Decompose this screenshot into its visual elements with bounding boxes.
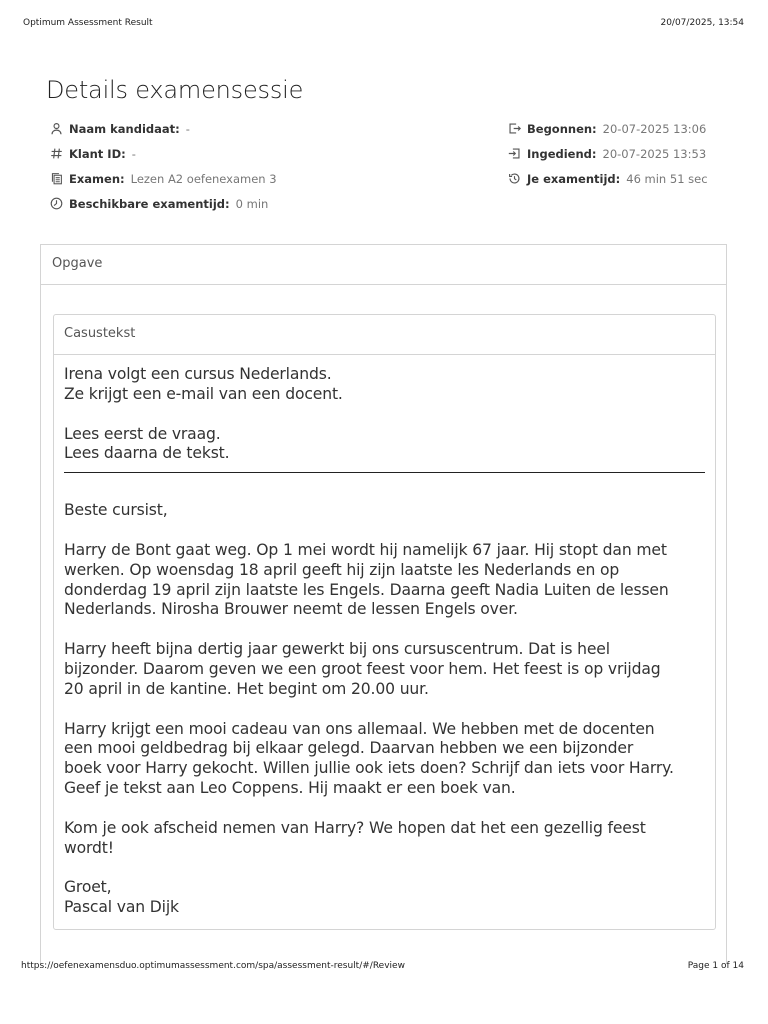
email-paragraph-line: Geef je tekst aan Leo Coppens. Hij maakt er een boek van. bbox=[64, 778, 516, 797]
meta-value: Lezen A2 oefenexamen 3 bbox=[130, 171, 277, 186]
meta-value: 46 min 51 sec bbox=[626, 171, 708, 186]
meta-candidate-name bbox=[49, 116, 277, 141]
print-footer-url: https://oefenexamensduo.optimumassessment.com/spa/assessment-result/#/Review bbox=[21, 961, 405, 971]
meta-label: Klant ID: bbox=[69, 146, 126, 161]
meta-label: Begonnen: bbox=[527, 121, 597, 136]
email-paragraph-line: wordt! bbox=[64, 838, 114, 857]
case-text-body bbox=[54, 355, 715, 918]
meta-label: Ingediend: bbox=[527, 146, 597, 161]
intro-line: Ze krijgt een e-mail van een docent. bbox=[64, 384, 343, 403]
print-header bbox=[23, 18, 744, 32]
meta-available-time bbox=[49, 191, 277, 216]
meta-started bbox=[507, 116, 708, 141]
intro-line: Irena volgt een cursus Nederlands. bbox=[64, 365, 332, 383]
email-paragraph-line: Harry krijgt een mooi cadeau van ons allemaal. We hebben met de docenten bbox=[64, 719, 655, 738]
email-paragraph-line: 20 april in de kantine. Het begint om 20.00 uur. bbox=[64, 679, 429, 698]
print-footer-page-number: Page 1 of 14 bbox=[687, 961, 744, 971]
user-icon bbox=[49, 122, 63, 136]
email-paragraph-line: Nederlands. Nirosha Brouwer neemt de lessen Engels over. bbox=[64, 600, 518, 619]
meta-label: Beschikbare examentijd: bbox=[69, 196, 230, 211]
print-header-datetime: 20/07/2025, 13:54 bbox=[660, 18, 744, 28]
meta-value: - bbox=[185, 121, 190, 136]
email-paragraph-line: werken. Op woensdag 18 april geeft hij zijn laatste les Nederlands en op bbox=[64, 560, 620, 579]
page-title: Details examensessie bbox=[46, 76, 304, 104]
history-icon bbox=[507, 172, 521, 186]
clock-icon bbox=[49, 197, 63, 211]
meta-submitted bbox=[507, 141, 708, 166]
hash-icon bbox=[49, 147, 63, 161]
copy-icon bbox=[49, 172, 63, 186]
intro-line: Lees daarna de tekst. bbox=[64, 444, 230, 463]
assignment-card-title: Opgave bbox=[41, 245, 726, 285]
meta-value: 0 min bbox=[235, 196, 269, 211]
case-text-card-title: Casustekst bbox=[54, 315, 715, 355]
meta-value: - bbox=[131, 146, 136, 161]
session-meta-left bbox=[49, 116, 277, 216]
meta-label: Je examentijd: bbox=[527, 171, 621, 186]
meta-value: 20-07-2025 13:06 bbox=[602, 121, 707, 136]
meta-value: 20-07-2025 13:53 bbox=[602, 146, 707, 161]
email-greeting: Beste cursist, bbox=[64, 501, 168, 520]
meta-exam bbox=[49, 166, 277, 191]
print-header-title: Optimum Assessment Result bbox=[23, 18, 153, 28]
session-meta-right bbox=[507, 116, 708, 191]
email-paragraph-line: Harry heeft bijna dertig jaar gewerkt bij ons cursuscentrum. Dat is heel bbox=[64, 640, 610, 659]
email-closing: Groet, bbox=[64, 878, 112, 897]
sign-in-icon bbox=[507, 122, 521, 136]
print-footer bbox=[21, 961, 744, 971]
email-paragraph-line: donderdag 19 april zijn laatste les Engels. Daarna geeft Nadia Luiten de lessen bbox=[64, 580, 669, 599]
email-signature: Pascal van Dijk bbox=[64, 898, 179, 917]
meta-exam-time bbox=[507, 166, 708, 191]
email-paragraph-line: boek voor Harry gekocht. Willen jullie ook iets doen? Schrijf dan iets voor Harry. bbox=[64, 759, 674, 778]
email-paragraph-line: een mooi geldbedrag bij elkaar gelegd. Daarvan hebben we een bijzonder bbox=[64, 739, 634, 758]
email-paragraph-line: bijzonder. Daarom geven we een groot feest voor hem. Het feest is op vrijdag bbox=[64, 659, 661, 678]
email-paragraph-line: Harry de Bont gaat weg. Op 1 mei wordt hij namelijk 67 jaar. Hij stopt dan met bbox=[64, 540, 667, 559]
divider bbox=[64, 472, 705, 473]
intro-line: Lees eerst de vraag. bbox=[64, 424, 221, 443]
submit-icon bbox=[507, 147, 521, 161]
case-text-card bbox=[53, 314, 716, 930]
meta-label: Naam kandidaat: bbox=[69, 121, 180, 136]
email-paragraph-line: Kom je ook afscheid nemen van Harry? We hopen dat het een gezellig feest bbox=[64, 818, 646, 837]
meta-client-id bbox=[49, 141, 277, 166]
meta-label: Examen: bbox=[69, 171, 125, 186]
